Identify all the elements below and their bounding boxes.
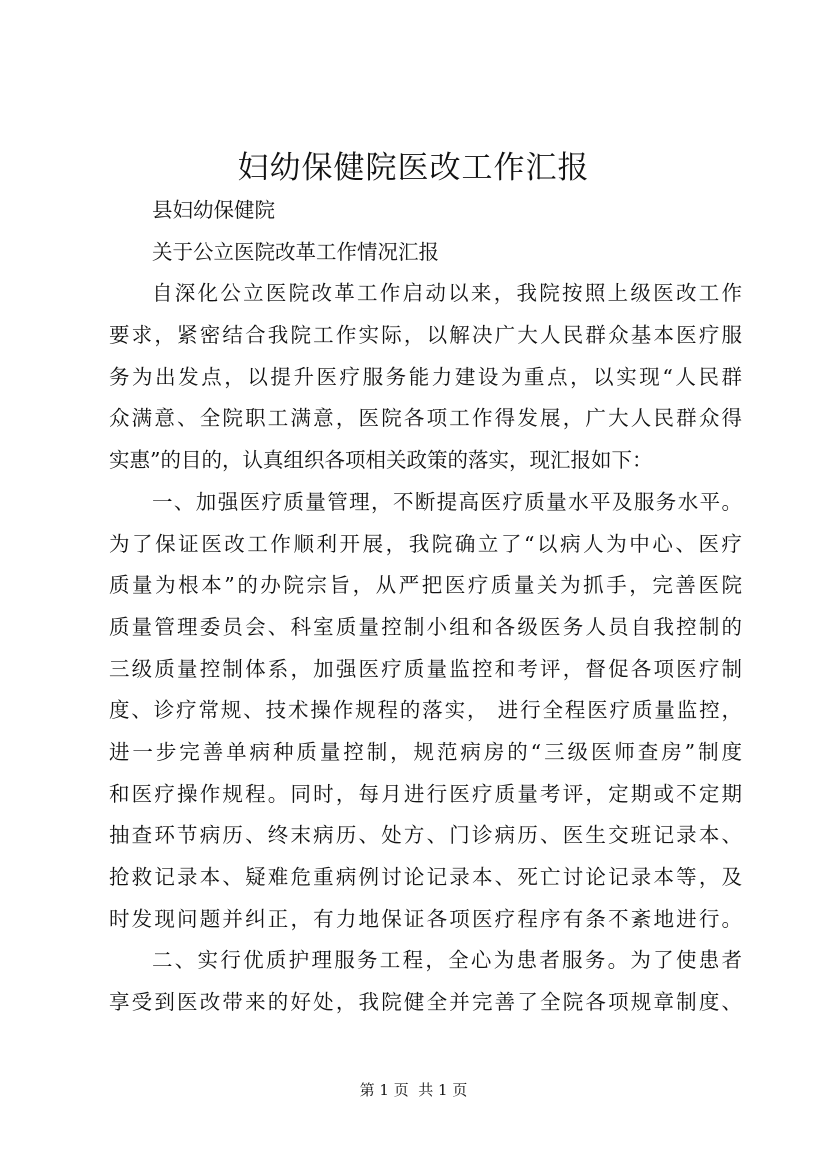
section-heading-2: 二、实行优质护理服务工程，全心为患者服务。为了使患者 [152,948,742,973]
issuer-line: 县妇幼保健院 [152,198,275,222]
text-line: 享受到医改带来的好处，我院健全并完善了全院各项规章制度、 [109,990,742,1015]
document-title: 妇幼保健院医改工作汇报 [237,150,590,186]
document-body [109,190,742,1024]
text-line: 和医疗操作规程。同时，每月进行医疗质量考评，定期或不定期 [109,781,742,806]
text-line: 抽查环节病历、终末病历、处方、门诊病历、医生交班记录本、 [109,823,742,848]
text-line: 度、诊疗常规、技术操作规程的落实， 进行全程医疗质量监控， [109,698,742,723]
text-line: 抢救记录本、疑难危重病例讨论记录本、死亡讨论记录本等，及 [109,865,742,889]
text-line: 三级质量控制体系，加强医疗质量监控和考评，督促各项医疗制 [109,656,742,681]
page-footer: 第 1 页 共 1 页 [359,1081,468,1099]
text-line: 为了保证医改工作顺利开展，我院确立了“以病人为中心、医疗 [109,531,742,556]
text-line: 时发现问题并纠正，有力地保证各项医疗程序有条不紊地进行。 [109,906,742,931]
section-heading-1: 一、加强医疗质量管理，不断提高医疗质量水平及服务水平。 [152,489,742,514]
text-line: 要求，紧密结合我院工作实际，以解决广大人民群众基本医疗服 [109,323,742,348]
text-line: 自深化公立医院改革工作启动以来，我院按照上级医改工作 [152,281,742,306]
text-line: 质量为根本”的办院宗旨，从严把医疗质量关为抓手，完善医院 [109,573,742,598]
text-line: 务为出发点，以提升医疗服务能力建设为重点，以实现“人民群 [109,364,742,389]
text-line: 进一步完善单病种质量控制，规范病房的“三级医师查房”制度 [109,739,742,764]
text-line: 质量管理委员会、科室质量控制小组和各级医务人员自我控制的 [109,614,742,639]
subject-line: 关于公立医院改革工作情况汇报 [152,239,439,264]
text-line: 实惠”的目的，认真组织各项相关政策的落实，现汇报如下： [109,448,653,473]
text-line: 众满意、全院职工满意，医院各项工作得发展，广大人民群众得 [109,406,742,431]
